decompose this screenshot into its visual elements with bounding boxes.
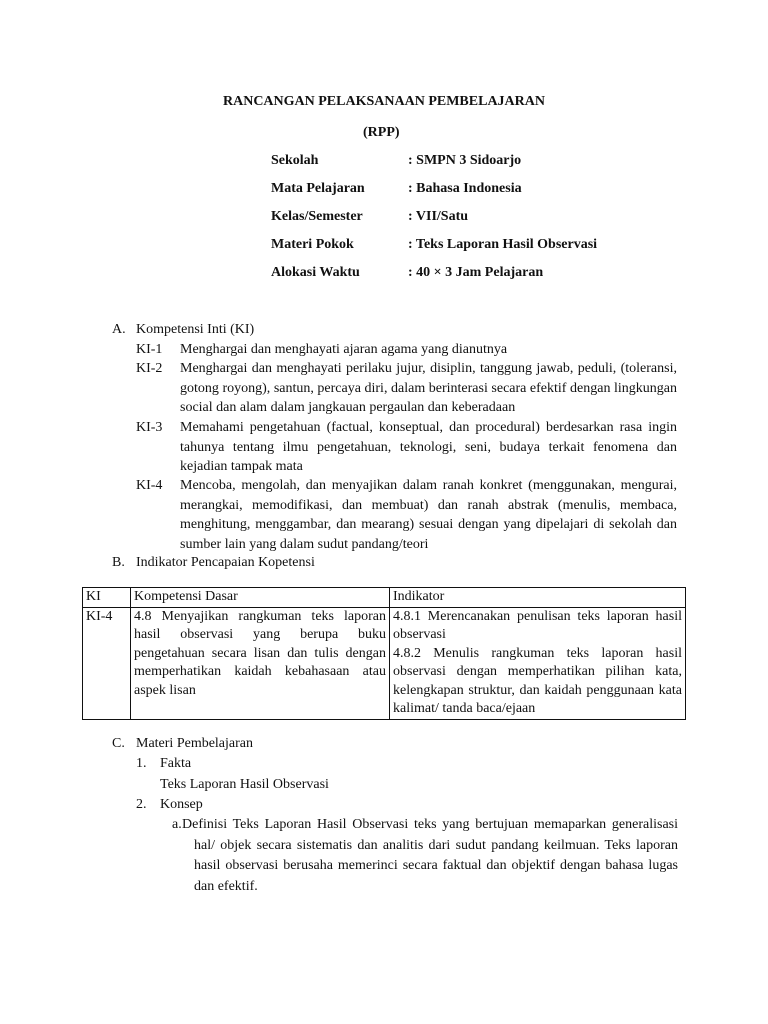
section-c-title: Materi Pembelajaran <box>136 736 254 751</box>
ki-4-code: KI-4 <box>136 478 163 493</box>
page-subtitle: (RPP) <box>363 125 400 140</box>
table-header-row <box>83 588 686 608</box>
meta-value-kelas: : VII/Satu <box>408 209 469 224</box>
section-b-title: Indikator Pencapaian Kopetensi <box>136 555 315 570</box>
ki-3-text: Memahami pengetahuan (factual, konseptual, dan procedural) berdesarkan rasa ingin tahunya tentang ilmu pengetahuan, teknologi, seni, budaya terkait fenomena dan kejadian tampak mata <box>180 420 677 474</box>
konsep-a-text: Definisi Teks Laporan Hasil Observasi teks yang bertujuan memaparkan generalisasi hal/ objek secara sistematis dan analitis dari sudut pandang keilmuan. Teks laporan hasil observasi berusaha memerinci secara faktual dan objektif dengan bahasa lugas dan efektif. <box>182 817 678 894</box>
meta-label-alokasi: Alokasi Waktu <box>271 265 360 280</box>
table-row <box>83 607 686 719</box>
meta-value-materi: : Teks Laporan Hasil Observasi <box>408 237 598 252</box>
ki-2-text: Menghargai dan menghayati perilaku jujur, disiplin, tanggung jawab, peduli, (toleransi, gotong royong), santun, percaya diri, dalam berinterasi secara efektif dengan lingkungan social dan alam dalam jangkauan pergaulan dan keberadaan <box>180 361 677 415</box>
item-2-title: Konsep <box>160 797 203 812</box>
section-a-letter: A. <box>112 322 126 337</box>
table-header-kd: Kompetensi Dasar <box>131 588 390 608</box>
page-title: RANCANGAN PELAKSANAAN PEMBELAJARAN <box>222 94 545 109</box>
indikator-1: 4.8.1 Merencanakan penulisan teks laporan hasil observasi <box>393 608 682 642</box>
meta-value-alokasi: : 40 × 3 Jam Pelajaran <box>408 265 544 280</box>
indikator-2: 4.8.2 Menulis rangkuman teks laporan hasil observasi dengan memperhatikan pilihan kata, kelengkapan struktur, dan kaidah penggunaan kata kalimat/ tanda baca/ejaan <box>393 645 682 716</box>
meta-label-mapel: Mata Pelajaran <box>271 181 365 196</box>
item-1-number: 1. <box>136 756 147 771</box>
table-cell-indikator <box>390 607 686 719</box>
ki-1-text: Menghargai dan menghayati ajaran agama yang dianutnya <box>180 342 508 357</box>
table-cell-ki: KI-4 <box>83 607 131 719</box>
item-1-content: Teks Laporan Hasil Observasi <box>160 777 329 792</box>
table-cell-kd: 4.8 Menyajikan rangkuman teks laporan hasil observasi yang berupa buku pengetahuan secara lisan dan tulis dengan memperhatikan kaidah kebahasaan atau aspek lisan <box>131 607 390 719</box>
ki-3-code: KI-3 <box>136 420 163 435</box>
ki-1-code: KI-1 <box>136 342 163 357</box>
item-1-title: Fakta <box>160 756 192 771</box>
table-header-indikator: Indikator <box>390 588 686 608</box>
ki-4-text: Mencoba, mengolah, dan menyajikan dalam ranah konkret (menggunakan, mengurai, merangkai, memodifikasi, dan membuat) dan ranah abstrak (menulis, membaca, menghitung, menggambar, dan mearang) sesuai dengan yang dipelajari di sekolah dan sumber lain yang dalam sudut pandang/teori <box>180 478 677 552</box>
meta-value-mapel: : Bahasa Indonesia <box>408 181 522 196</box>
section-c-letter: C. <box>112 736 125 751</box>
table-header-ki: KI <box>83 588 131 608</box>
meta-label-materi: Materi Pokok <box>271 237 354 252</box>
konsep-a-label: a. <box>172 817 182 832</box>
section-b-letter: B. <box>112 555 125 570</box>
meta-label-sekolah: Sekolah <box>271 153 319 168</box>
section-a-title: Kompetensi Inti (KI) <box>136 322 255 337</box>
ki-2-code: KI-2 <box>136 361 163 376</box>
indikator-table <box>82 587 686 720</box>
item-2-number: 2. <box>136 797 147 812</box>
meta-value-sekolah: : SMPN 3 Sidoarjo <box>408 153 522 168</box>
meta-label-kelas: Kelas/Semester <box>271 209 363 224</box>
